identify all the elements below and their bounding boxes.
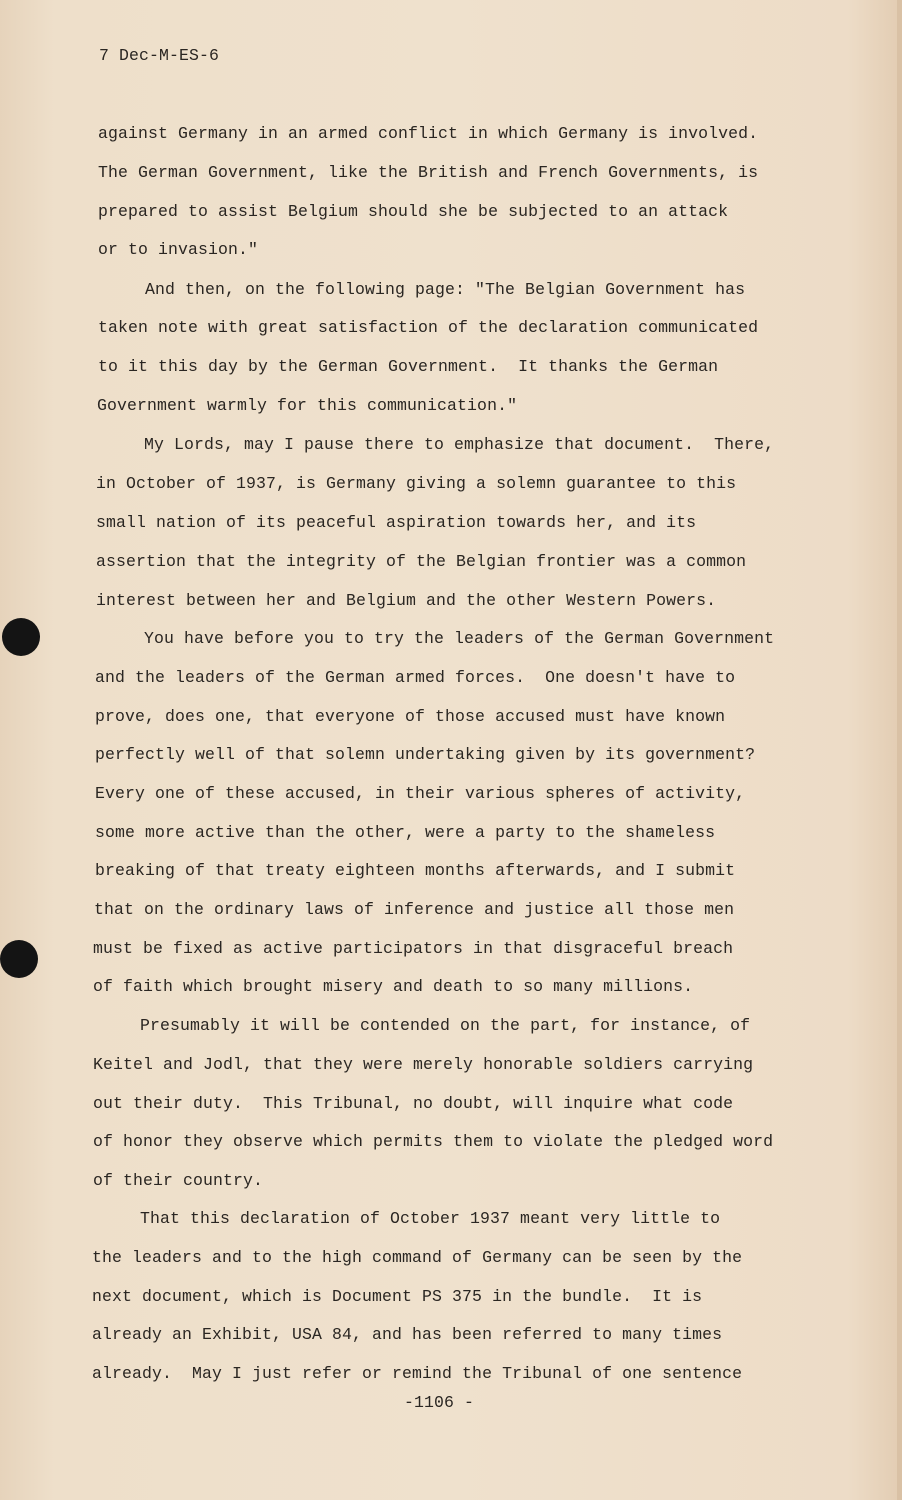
text-line: against Germany in an armed conflict in which Germany is involved. [98,124,759,143]
text-line: interest between her and Belgium and the other Western Powers. [96,591,717,610]
text-line: Presumably it will be contended on the part, for instance, of [140,1016,751,1035]
document-id: 7 Dec-M-ES-6 [99,46,220,65]
text-line: small nation of its peaceful aspiration towards her, and its [96,513,697,532]
text-line: the leaders and to the high command of Germany can be seen by the [92,1248,743,1267]
text-line: of faith which brought misery and death to so many millions. [93,977,694,996]
text-line: perfectly well of that solemn undertaking given by its government? [95,745,756,764]
text-line: some more active than the other, were a party to the shameless [95,823,716,842]
text-line: in October of 1937, is Germany giving a solemn guarantee to this [96,474,737,493]
text-line: And then, on the following page: "The Belgian Government has [145,280,746,299]
text-line: breaking of that treaty eighteen months afterwards, and I submit [95,861,736,880]
text-line: prove, does one, that everyone of those accused must have known [95,707,726,726]
text-line: assertion that the integrity of the Belgian frontier was a common [96,552,747,571]
text-line: already. May I just refer or remind the Tribunal of one sentence [92,1364,743,1383]
page-number: -1106 - [404,1393,475,1412]
text-line: or to invasion." [98,240,259,259]
text-line: already an Exhibit, USA 84, and has been referred to many times [92,1325,723,1344]
text-line: You have before you to try the leaders of the German Government [144,629,775,648]
text-line: next document, which is Document PS 375 in the bundle. It is [92,1287,703,1306]
text-line: out their duty. This Tribunal, no doubt, will inquire what code [93,1094,734,1113]
text-line: to it this day by the German Government. It thanks the German [98,357,719,376]
text-line: That this declaration of October 1937 meant very little to [140,1209,721,1228]
text-line: Keitel and Jodl, that they were merely honorable soldiers carrying [93,1055,754,1074]
text-line: prepared to assist Belgium should she be subjected to an attack [98,202,729,221]
text-line: Government warmly for this communication." [97,396,518,415]
text-line: of honor they observe which permits them to violate the pledged word [93,1132,774,1151]
text-line: of their country. [93,1171,264,1190]
text-line: that on the ordinary laws of inference and justice all those men [94,900,735,919]
text-line: My Lords, may I pause there to emphasize that document. There, [144,435,775,454]
text-line: and the leaders of the German armed forces. One doesn't have to [95,668,736,687]
text-line: The German Government, like the British and French Governments, is [98,163,759,182]
text-line: taken note with great satisfaction of the declaration communicated [98,318,759,337]
text-line: must be fixed as active participators in that disgraceful breach [93,939,734,958]
punch-hole-icon [0,940,38,978]
document-body [0,124,902,1383]
text-line: Every one of these accused, in their various spheres of activity, [95,784,746,803]
